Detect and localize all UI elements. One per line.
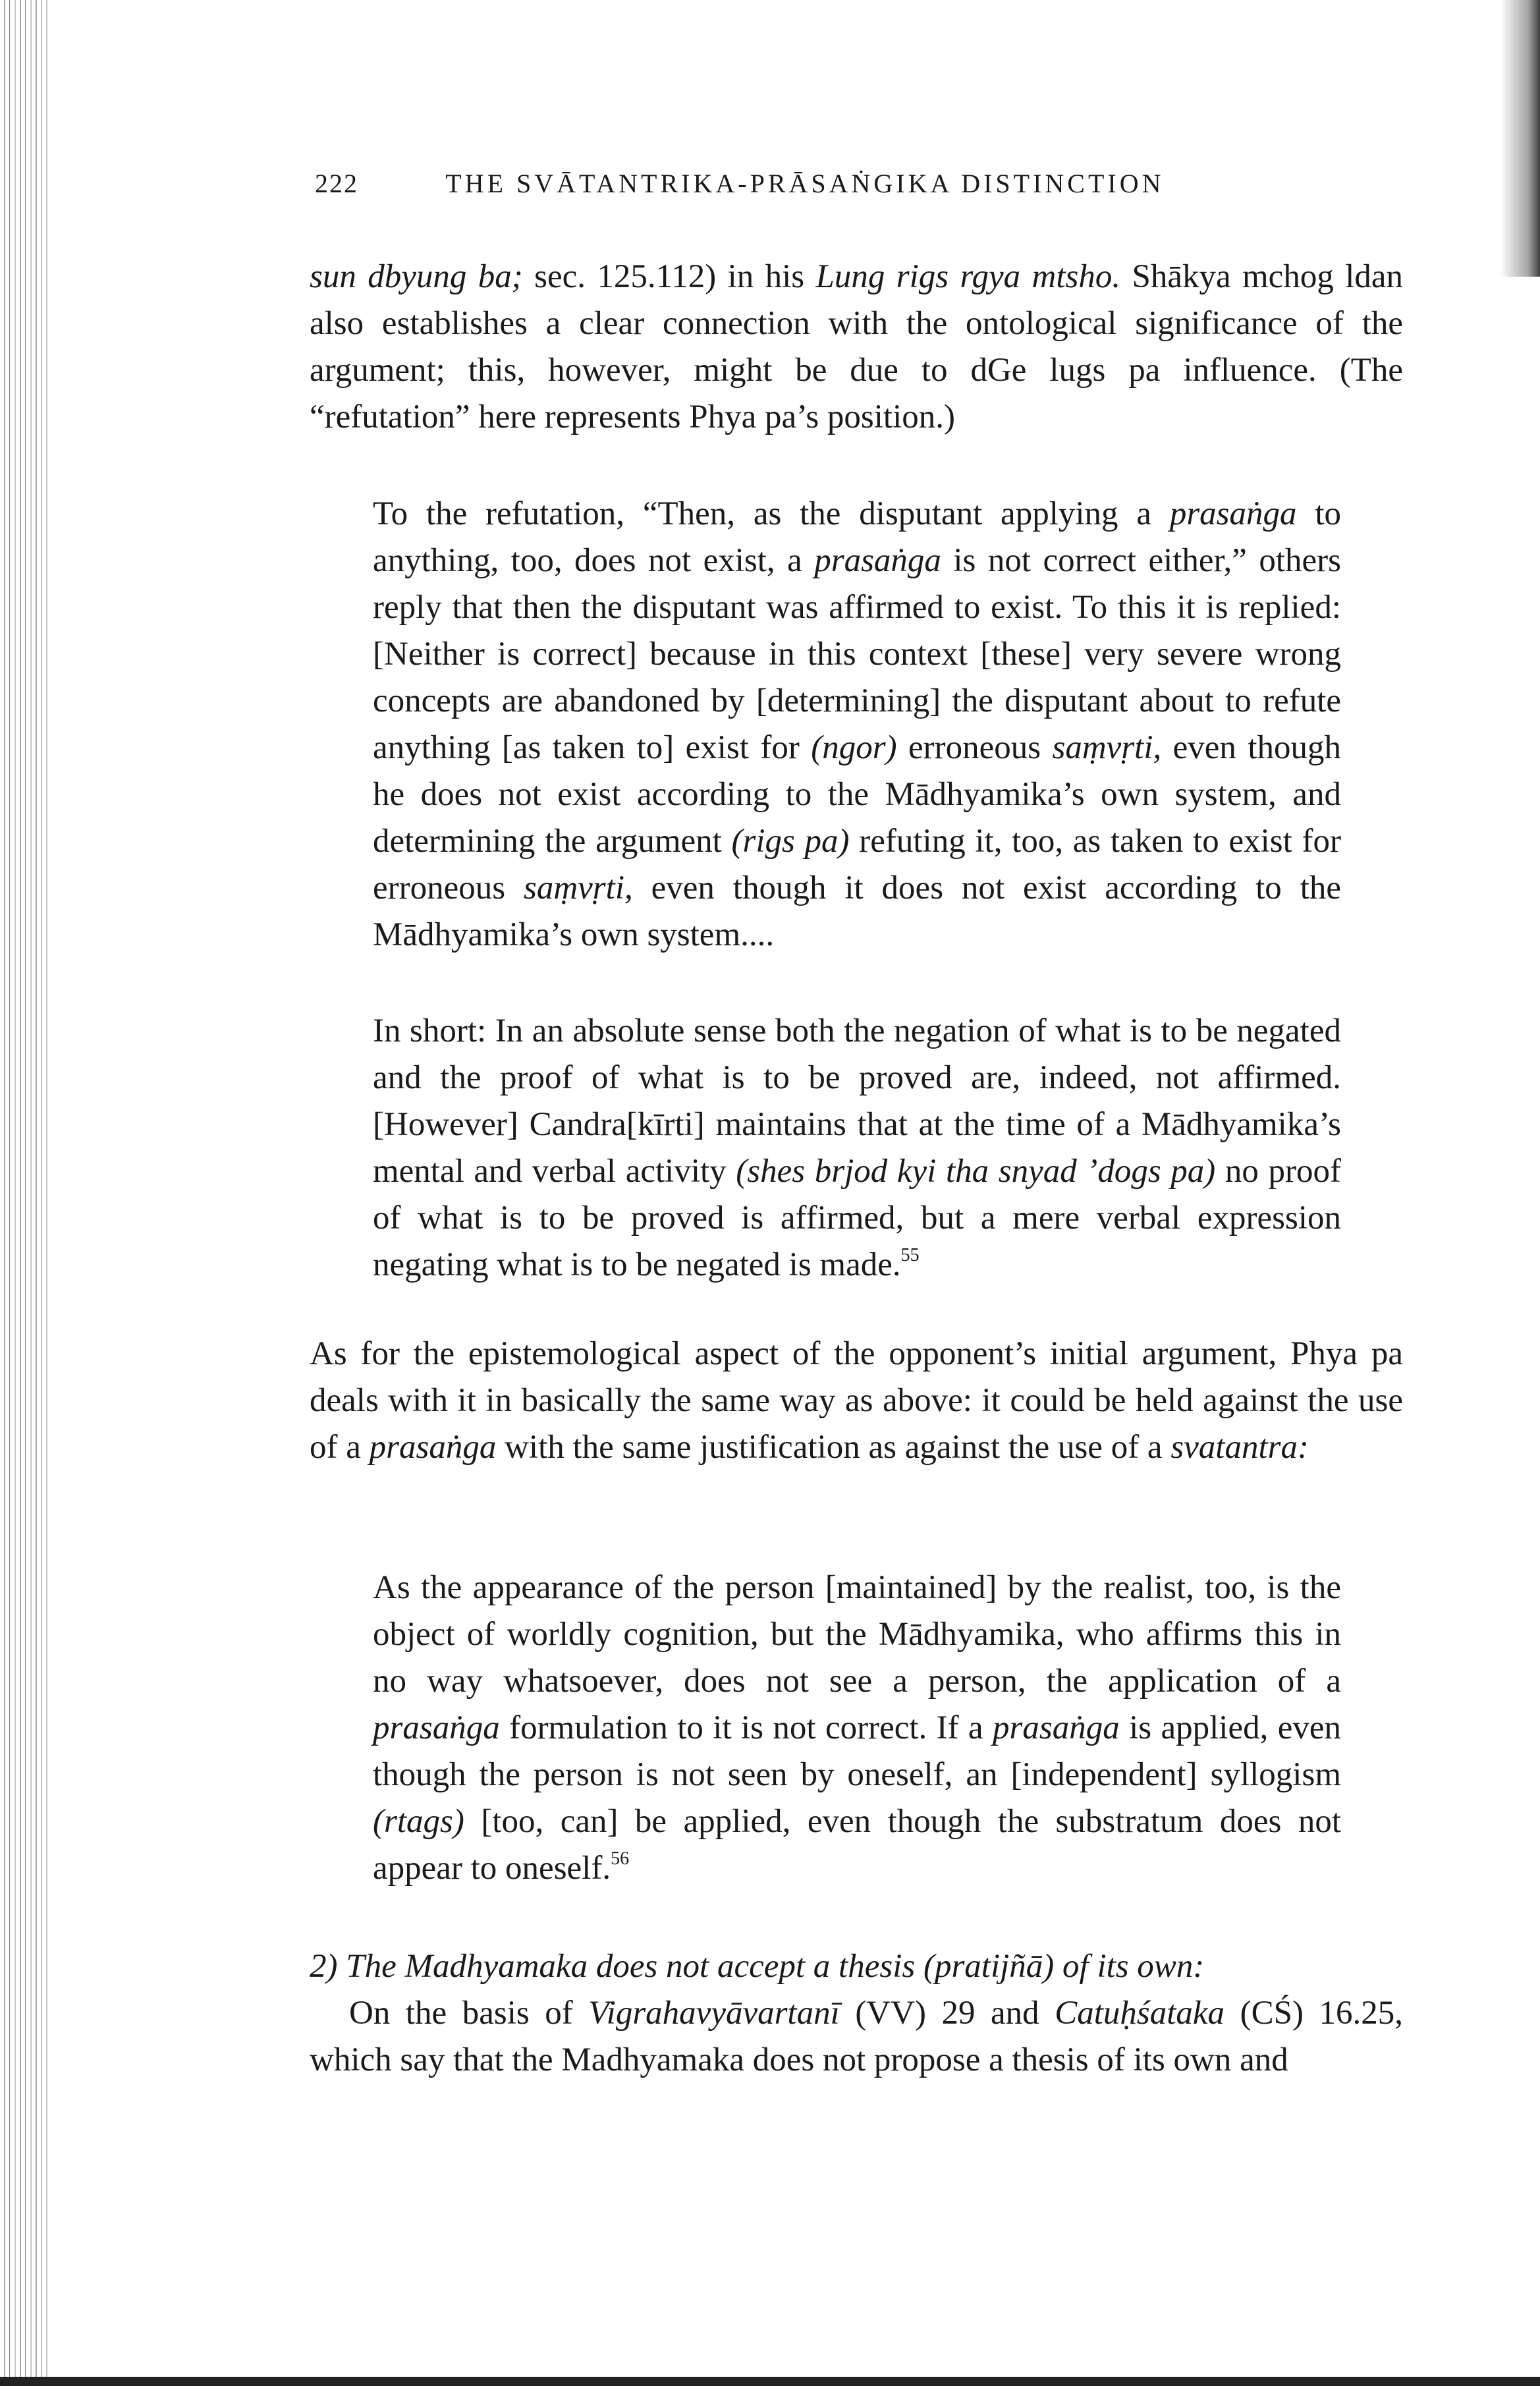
block-quote-2 [373,1008,1341,1289]
work-title: Lung rigs rgya mtsho. [815,258,1121,295]
text-run: In short: In an absolute sense both the negation of what is to be negated and the proof of what is to be proved are, indeed, not affirmed. [However] Candra[kīrti] maintains that at the time of a Mādhyamika’s mental and verbal activity [373,1013,1341,1190]
footnote-marker-55: 55 [900,1245,920,1265]
term-prasanga: prasaṅga [993,1709,1120,1746]
term-rtags: (rtags) [373,1803,464,1840]
text-run: is applied, even though the person is not seen by oneself, an [independent] syllogism [373,1709,1341,1793]
term-ngor: (ngor) [811,729,897,766]
text-run: As the appearance of the person [maintained] by the realist, too, is the object of worldly cognition, but the Mādhyamika, who affirms this in no way whatsoever, does not see a person, the application of a [373,1569,1341,1700]
text-run: even though it does not exist according to the Mādhyamika’s own system.... [373,870,1342,953]
block-quote-3 [373,1565,1341,1892]
text-run: to anything, too, does not exist, a [373,495,1342,579]
text-run: sec. 125.112) in his [522,258,816,295]
term-samvrti: saṃvṛti, [523,870,633,906]
text-run: is not correct either,” others reply that then the disputant was affirmed to exist. To this it is replied: [Neither is correct] because in this context [these] very severe wrong concepts are abandoned by [determining] the disputant about to refute anything [as taken to] exist for [373,542,1341,766]
text-run: [too, can] be applied, even though the substratum does not appear to oneself. [373,1803,1341,1887]
text-run: formulation to it is not correct. If a [499,1709,993,1746]
term-prasanga: prasaṅga [1169,495,1297,532]
tibetan-title: sun dbyung ba; [310,258,523,295]
running-head [315,168,1165,199]
paragraph-2 [310,1331,1403,1471]
term-samvrti: saṃvṛti, [1052,729,1162,766]
tibetan-phrase: (shes brjod kyi tha snyad ’dogs pa) [736,1153,1216,1190]
text-run: no proof of what is to be proved is affirmed, but a mere verbal expression negating what is to be negated is made. [373,1153,1341,1283]
running-title: THE SVĀTANTRIKA-PRĀSAṄGIKA DISTINCTION [445,169,1165,198]
paragraph-1 [310,254,1403,441]
term-prasanga: prasaṅga [369,1429,497,1466]
text-run: even though he does not exist according to the Mādhyamika’s own system, and determining the argument [373,729,1342,860]
text-run: refuting it, too, as taken to exist for erroneous [373,823,1341,906]
scan-binding-edge [0,0,51,2386]
work-title: Catuḥśataka [1055,1995,1225,2032]
text-run: To the refutation, “Then, as the disputant applying a [373,495,1170,532]
section-heading: 2) The Madhyamaka does not accept a thesis (pratijñā) of its own: [310,1948,1205,1985]
term-prasanga: prasaṅga [373,1709,500,1746]
block-quote-1 [373,491,1341,958]
text-run: On the basis of [349,1995,589,2032]
term-rigs-pa: (rigs pa) [731,823,850,860]
scan-bottom-edge [0,2377,1540,2386]
footnote-marker-56: 56 [611,1848,630,1869]
text-run: (CŚ) 16.25, which say that the Madhyamaka does not propose a thesis of its own and [310,1995,1403,2078]
page-number: 222 [315,169,358,198]
text-run: As for the epistemological aspect of the opponent’s initial argument, Phya pa deals with it in basically the same way as above: it could be held against the use of a [310,1335,1403,1466]
text-run: Shākya mchog ldan also establishes a clear connection with the ontological significance of the argument; this, however, might be due to dGe lugs pa influence. (The “refutation” here represents Phya pa’s position.) [310,258,1404,435]
text-run: (VV) 29 and [839,1995,1055,2032]
section-2 [310,1943,1403,2084]
text-run: erroneous [896,729,1053,766]
term-svatantra: svatantra: [1170,1429,1309,1466]
scan-page-edge-shadow [1500,0,1540,277]
term-prasanga: prasaṅga [814,542,941,579]
work-title: Vigrahavyāvartanī [588,1995,840,2032]
text-run: with the same justification as against the use of a [496,1429,1171,1466]
